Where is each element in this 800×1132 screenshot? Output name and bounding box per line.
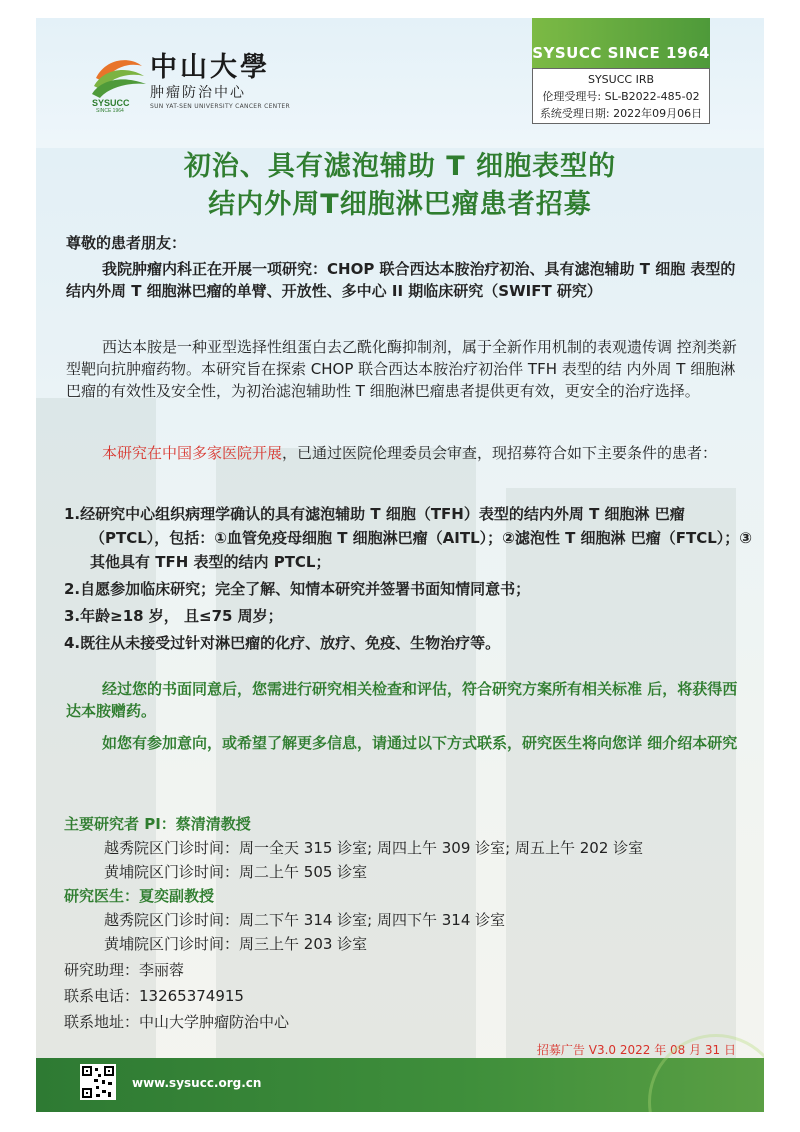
assistant: 研究助理：李丽蓉 [64, 961, 185, 979]
irb-number: 伦理受理号: SL-B2022-485-02 [542, 90, 700, 103]
qr-code-icon[interactable] [80, 1064, 116, 1100]
pi-yuexiu-hours: 越秀院区门诊时间：周一全天 315 诊室; 周四上午 309 诊室; 周五上午 202 诊室 [104, 839, 644, 857]
footer [36, 1058, 764, 1112]
greeting: 尊敬的患者朋友： [66, 234, 187, 252]
criterion-2: 2.自愿参加临床研究；完全了解、知情本研究并签署书面知情同意书； [64, 580, 531, 598]
pi-label: 主要研究者 PI：蔡清清教授 [64, 815, 251, 833]
doctor-huangpu-hours: 黄埔院区门诊时间：周三上午 203 诊室 [104, 935, 368, 953]
logo-cn: 中山大學 [150, 52, 270, 83]
criterion-3: 3.年龄≥18 岁， 且≤75 周岁； [64, 607, 283, 625]
pi-huangpu-hours: 黄埔院区门诊时间：周二上午 505 诊室 [104, 863, 368, 881]
recruit-rest: ，已通过医院伦理委员会审查，现招募符合如下主要条件的患者： [282, 444, 718, 462]
address: 联系地址：中山大学肿瘤防治中心 [64, 1013, 290, 1031]
consent-note: 经过您的书面同意后，您需进行研究相关检查和评估，符合研究方案所有相关标准 后，将获得西达本胺赠药。 [66, 680, 738, 720]
sysucc-logo-icon [88, 54, 148, 112]
criteria-list [64, 502, 754, 655]
contacts [64, 812, 764, 1034]
multicenter-note: 本研究在中国多家医院开展 [102, 444, 283, 462]
criterion-1: 1.经研究中心组织病理学确认的具有滤泡辅助 T 细胞（TFH）表型的结内外周 T 细胞淋 巴瘤（PTCL），包括：①血管免疫母细胞 T 细胞淋巴瘤（AITL）；②滤泡性 T 细胞淋 巴瘤（FTCL）；③其他具有 TFH 表型的结内 PTCL； [64, 505, 752, 571]
doctor-yuexiu-hours: 越秀院区门诊时间：周二下午 314 诊室; 周四下午 314 诊室 [104, 911, 506, 929]
website-link[interactable]: www.sysucc.org.cn [132, 1076, 262, 1090]
irb-title: SYSUCC IRB [587, 73, 655, 86]
version-date: 招募广告 V3.0 2022 年 08 月 31 日 [536, 1043, 736, 1057]
title-line-1: 初治、具有滤泡辅助 T 细胞表型的 [183, 151, 617, 182]
logo-en: SUN YAT-SEN UNIVERSITY CANCER CENTER [150, 103, 290, 110]
contact-note: 如您有参加意向，或希望了解更多信息，请通过以下方式联系，研究医生将向您详 细介绍本研究 [102, 734, 738, 752]
drug-paragraph: 西达本胺是一种亚型选择性组蛋白去乙酰化酶抑制剂，属于全新作用机制的表观遗传调 控剂类新型靶向抗肿瘤药物。本研究旨在探索 CHOP 联合西达本胺治疗初治伴 TFH 表型的结 内外周 T 细胞淋巴瘤的有效性及安全性，为初治滤泡辅助性 T 细胞淋巴瘤患者提供更有效，更安全的治疗选择。 [66, 338, 737, 400]
irb-date: 系统受理日期: 2022年09月06日 [539, 107, 703, 120]
intro-paragraph: 我院肿瘤内科正在开展一项研究：CHOP 联合西达本胺治疗初治、具有滤泡辅助 T 细胞 表型的结内外周 T 细胞淋巴瘤的单臂、开放性、多中心 II 期临床研究（SWIFT 研究） [66, 260, 736, 300]
logo-text [150, 52, 290, 111]
irb-box [532, 68, 710, 124]
recruit-paragraph [66, 442, 746, 464]
logo-year: SINCE 1964 [96, 108, 124, 112]
poster [36, 18, 764, 1112]
phone: 联系电话：13265374915 [64, 987, 244, 1005]
doctor-label: 研究医生：夏奕副教授 [64, 887, 215, 905]
criterion-4: 4.既往从未接受过针对淋巴瘤的化疗、放疗、免疫、生物治疗等。 [64, 634, 501, 652]
logo-mark: SYSUCC [92, 98, 130, 108]
since-badge: SYSUCC SINCE 1964 [532, 18, 710, 68]
logo-sub: 肿瘤防治中心 [150, 85, 246, 101]
title-line-2: 结内外周T细胞淋巴瘤患者招募 [208, 189, 592, 220]
